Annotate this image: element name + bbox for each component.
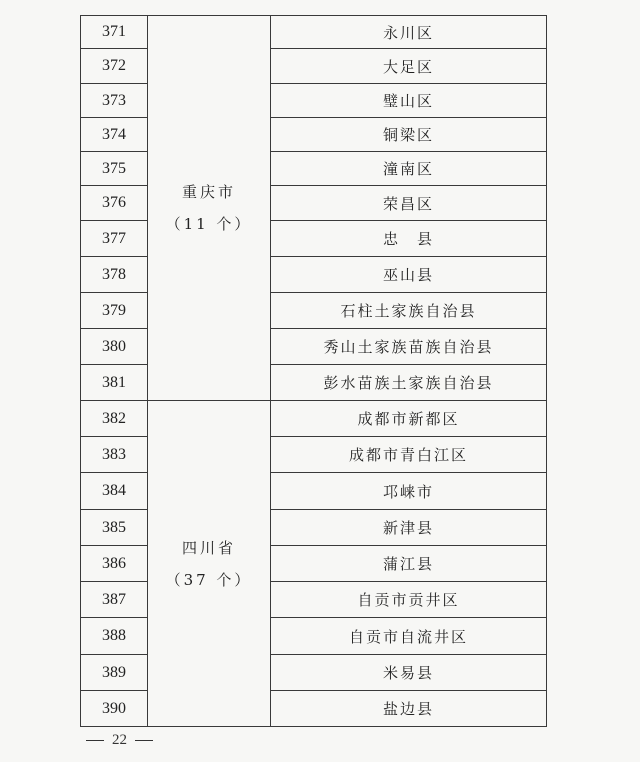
county-list-table — [80, 15, 547, 727]
county-name: 成都市青白江区 — [348, 446, 468, 464]
county-name: 米易县 — [382, 664, 434, 682]
county-name: 巫山县 — [382, 266, 434, 284]
page-number: 22 — [112, 732, 127, 748]
county-name: 荣昌区 — [382, 194, 434, 213]
county-name: 大足区 — [382, 57, 434, 76]
row-divider — [80, 726, 547, 727]
table-border-right — [546, 15, 547, 727]
row-number: 371 — [102, 23, 126, 40]
row-number: 383 — [102, 445, 126, 463]
county-name: 成都市新都区 — [357, 410, 460, 428]
row-number: 372 — [102, 57, 126, 74]
county-name: 石柱土家族自治县 — [340, 302, 477, 320]
county-name: 蒲江县 — [382, 555, 434, 573]
row-number: 382 — [102, 409, 126, 427]
county-name: 铜梁区 — [382, 126, 434, 144]
province-cell — [148, 401, 270, 726]
county-name: 自贡市自流井区 — [348, 627, 468, 646]
province-name: 四川省 — [181, 538, 236, 557]
row-number: 384 — [102, 482, 126, 499]
county-name: 新津县 — [382, 519, 434, 537]
row-number: 381 — [102, 373, 126, 391]
row-number: 373 — [102, 91, 126, 109]
county-name: 自贡市贡井区 — [357, 591, 460, 609]
row-number: 388 — [102, 627, 126, 644]
county-name: 永川区 — [382, 23, 434, 42]
county-name: 邛崃市 — [382, 482, 434, 501]
row-number: 389 — [102, 663, 126, 681]
row-number: 378 — [102, 265, 126, 283]
row-number: 390 — [102, 699, 126, 717]
province-county-count: （11 个） — [165, 215, 253, 233]
row-number: 379 — [102, 301, 126, 319]
row-number: 385 — [102, 518, 126, 536]
row-number: 380 — [102, 337, 126, 355]
county-name: 璧山区 — [382, 92, 434, 110]
county-name: 潼南区 — [382, 160, 434, 178]
row-number: 386 — [102, 554, 126, 572]
page-footer — [86, 732, 153, 749]
row-number: 377 — [102, 229, 126, 247]
footer-dash-left — [86, 740, 104, 741]
county-name: 忠 县 — [382, 230, 434, 248]
province-name: 重庆市 — [181, 183, 236, 201]
footer-dash-right — [135, 740, 153, 741]
row-number: 387 — [102, 590, 126, 608]
province-county-count: （37 个） — [165, 570, 253, 589]
county-name: 秀山土家族苗族自治县 — [323, 338, 494, 356]
row-number: 376 — [102, 194, 126, 211]
row-number: 375 — [102, 159, 126, 177]
county-name: 盐边县 — [382, 700, 434, 718]
row-number: 374 — [102, 125, 126, 143]
county-name: 彭水苗族土家族自治县 — [323, 374, 494, 392]
province-cell — [148, 16, 270, 400]
